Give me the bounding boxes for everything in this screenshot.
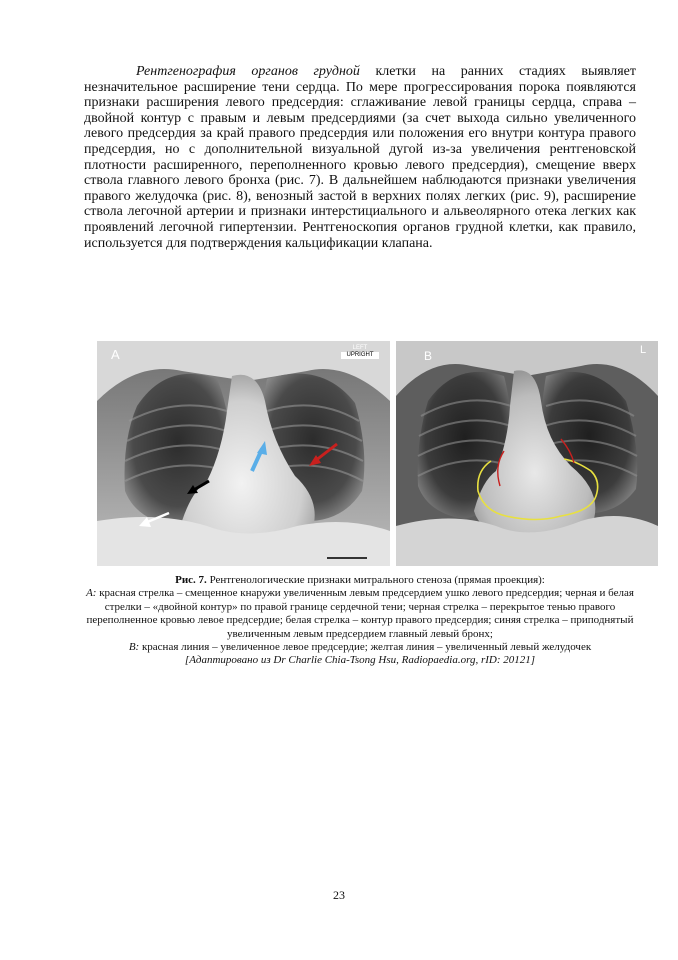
xray-panel-b	[396, 341, 658, 566]
caption-label: Рис. 7.	[175, 574, 207, 586]
panel-a-marker	[341, 345, 379, 359]
marker-left: LEFT	[352, 345, 368, 351]
page-number: 23	[333, 888, 345, 902]
panel-a-letter: A	[111, 347, 120, 362]
xray-panel-a	[97, 341, 390, 566]
panel-b-letter: B	[424, 349, 433, 363]
panel-b-marker: L	[640, 344, 647, 356]
xray-image-a	[97, 341, 390, 566]
figure-caption	[84, 574, 636, 668]
caption-b-label: В:	[128, 641, 140, 654]
xray-image-b	[396, 341, 658, 566]
paragraph-lead: Рентгенография органов грудной	[136, 64, 360, 79]
caption-title: Рис. 7. Рентгенологические признаки митрального стеноза (прямая проекция):	[175, 574, 545, 586]
marker-upright: UPRIGHT	[341, 352, 379, 359]
caption-a-label: А:	[86, 587, 97, 600]
body-paragraph	[84, 64, 636, 251]
caption-source: [Адаптировано из Dr Charlie Chia-Tsong Hsu, Radiopaedia.org, rID: 20121]	[184, 654, 536, 667]
caption-a: А: красная стрелка – смещенное кнаружи увеличенным левым предсердием ушко левого предсердия; черная и белая стрелки – «двойной контур» по правой границе сердечной тени; черная стрелка – перекрытое тенью правого переполненное кровью левое предсердие; белая стрелка – контур правого предсердия; синяя стрелка – приподнятый увеличенным левым предсердием главный левый бронх;	[86, 587, 634, 640]
caption-b: В: красная линия – увеличенное левое предсердие; желтая линия – увеличенный левый желудочек	[128, 641, 592, 654]
paragraph-text: клетки на ранних стадиях выявляет незначительное расширение тени сердца. По мере прогрессирования порока появляются признаки расширения левого предсердия: сглаживание левой границы сердца, справа – двойной контур с правым и левым предсердиями (за счет выхода сильно увеличенного левого предсердия за край правого предсердия или положения его внутри контура правого предсердия, но с дополнительной визуальной дугой из-за увеличения рентгеновской плотности расширенного, переполненного кровью левого предсердия), смещение вверх ствола главного левого бронха (рис. 7). В дальнейшем наблюдаются признаки увеличения правого желудочка (рис. 8), венозный застой в верхних полях легких (рис. 9), расширение ствола легочной артерии и признаки интерстициального и альвеолярного отека легких как проявлений легочной гипертензии. Рентгеноскопия органов грудной клетки, как правило, используется для подтверждения кальцификации клапана.	[84, 64, 636, 251]
